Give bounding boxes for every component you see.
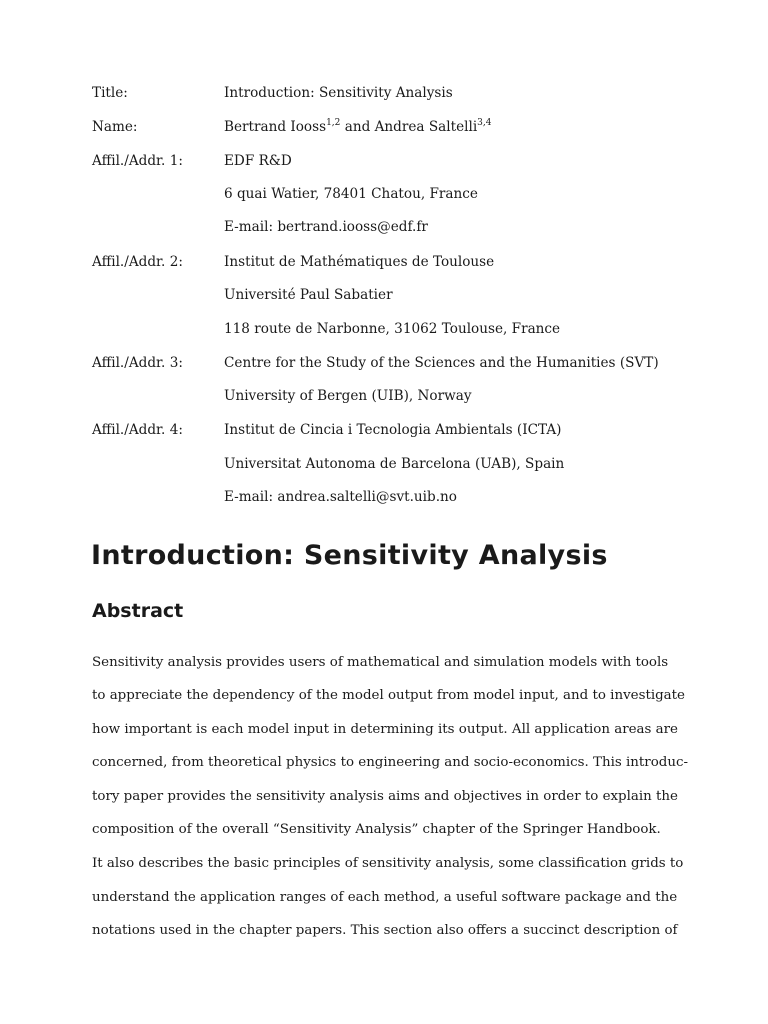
abstract-line-3: how important is each model input in determining its output. All application areas are xyxy=(92,722,678,737)
abstract-line-9: notations used in the chapter papers. This section also offers a succinct description of xyxy=(92,923,678,938)
author-iooss-affil-sup: 1,2 xyxy=(326,118,341,128)
meta-title-value: Introduction: Sensitivity Analysis xyxy=(224,85,453,101)
meta-authors xyxy=(224,115,492,139)
abstract-line-1: Sensitivity analysis provides users of mathematical and simulation models with tools xyxy=(92,655,669,670)
affil-2-line-3: 118 route de Narbonne, 31062 Toulouse, France xyxy=(224,321,561,337)
affil-3-line-2: University of Bergen (UIB), Norway xyxy=(224,388,472,404)
author-saltelli: and Andrea Saltelli xyxy=(340,119,478,135)
affil-4-row-3 xyxy=(0,485,768,509)
affil-1-label: Affil./Addr. 1: xyxy=(92,153,183,169)
affil-3-label: Affil./Addr. 3: xyxy=(92,355,183,371)
author-iooss: Bertrand Iooss xyxy=(224,119,327,135)
meta-title-label: Title: xyxy=(92,85,128,101)
affil-1-row xyxy=(0,149,768,173)
affil-1-line-2: 6 quai Watier, 78401 Chatou, France xyxy=(224,186,478,202)
affil-4-line-1: Institut de Cincia i Tecnologia Ambientals (ICTA) xyxy=(224,422,562,438)
affil-4-label: Affil./Addr. 4: xyxy=(92,422,183,438)
affil-4-row xyxy=(0,418,768,442)
affil-2-line-2: Université Paul Sabatier xyxy=(224,287,393,303)
affil-3-row xyxy=(0,351,768,375)
abstract-line-7: It also describes the basic principles of sensitivity analysis, some classification grids to xyxy=(92,856,684,871)
affil-1-row-2 xyxy=(0,182,768,206)
affil-1-row-3 xyxy=(0,215,768,239)
affil-2-line-1: Institut de Mathématiques de Toulouse xyxy=(224,254,495,270)
affil-4-row-2 xyxy=(0,452,768,476)
affil-1-line-1: EDF R&D xyxy=(224,153,292,169)
abstract-line-5: tory paper provides the sensitivity analysis aims and objectives in order to explain the xyxy=(92,789,678,804)
affil-2-row xyxy=(0,250,768,274)
affil-2-row-2 xyxy=(0,283,768,307)
meta-name-label: Name: xyxy=(92,119,138,135)
affil-3-line-1: Centre for the Study of the Sciences and the Humanities (SVT) xyxy=(224,355,659,371)
abstract-heading: Abstract xyxy=(92,600,184,622)
abstract-line-6: composition of the overall “Sensitivity Analysis” chapter of the Springer Handbook. xyxy=(92,822,661,837)
meta-title-row xyxy=(0,81,768,105)
affil-1-email: E-mail: bertrand.iooss@edf.fr xyxy=(224,219,428,235)
document-title: Introduction: Sensitivity Analysis xyxy=(91,540,608,571)
author-saltelli-affil-sup: 3,4 xyxy=(477,118,492,128)
abstract-line-8: understand the application ranges of each method, a useful software package and the xyxy=(92,890,678,905)
abstract-line-2: to appreciate the dependency of the model output from model input, and to investigate xyxy=(92,688,685,703)
affil-4-line-2: Universitat Autonoma de Barcelona (UAB), Spain xyxy=(224,456,565,472)
affil-2-label: Affil./Addr. 2: xyxy=(92,254,183,270)
affil-3-row-2 xyxy=(0,384,768,408)
affil-2-row-3 xyxy=(0,317,768,341)
abstract-line-4: concerned, from theoretical physics to engineering and socio-economics. This introduc- xyxy=(92,755,688,770)
affil-4-email: E-mail: andrea.saltelli@svt.uib.no xyxy=(224,489,457,505)
meta-name-row xyxy=(0,115,768,139)
